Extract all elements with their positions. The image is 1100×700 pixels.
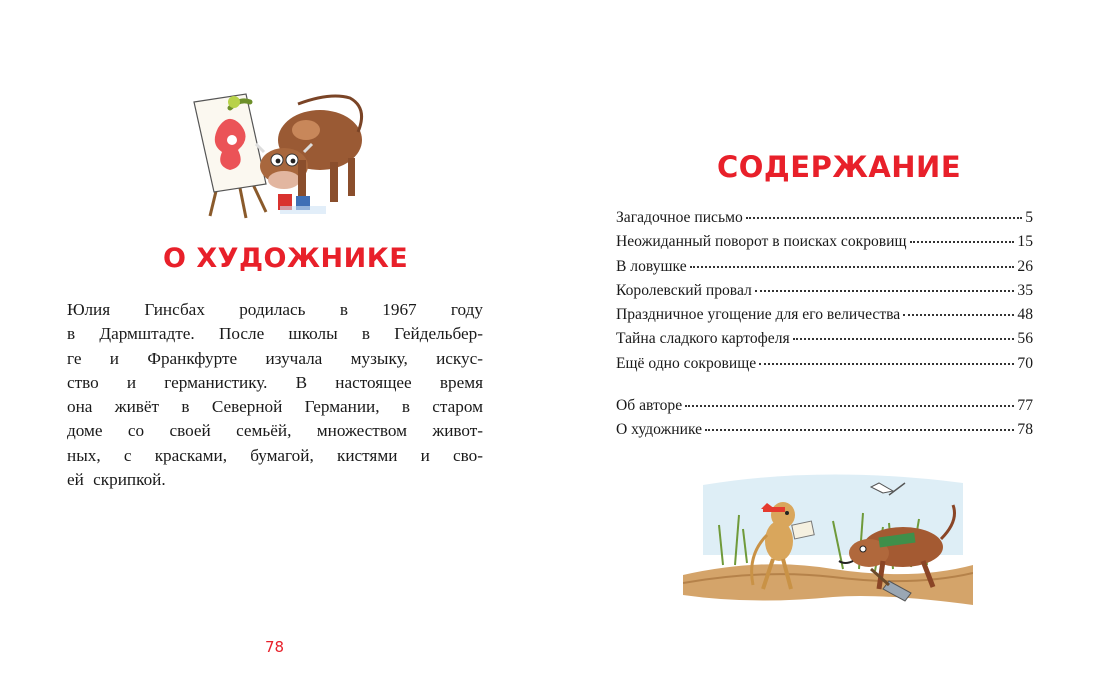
toc-entry-title: В ловушке <box>616 257 687 275</box>
toc-heading: СОДЕРЖАНИЕ <box>717 150 962 184</box>
cat-and-dog-illustration <box>683 465 973 625</box>
toc-entry[interactable] <box>616 397 1033 421</box>
toc-entry[interactable] <box>616 282 1033 306</box>
toc-entry-page: 15 <box>1017 233 1033 251</box>
dot-leader <box>746 216 1022 219</box>
right-page <box>550 0 1100 700</box>
bio-line: доме со своей семьёй, множеством живот- <box>67 421 483 441</box>
dot-leader <box>755 289 1015 292</box>
toc-entry[interactable] <box>616 233 1033 257</box>
toc-entry-title: Ещё одно сокровище <box>616 354 757 372</box>
toc-entry-page: 26 <box>1017 257 1033 275</box>
bio-line: ство и германистику. В настоящее время <box>67 372 483 392</box>
toc-entry-page: 48 <box>1017 306 1033 324</box>
toc-entry-page: 5 <box>1025 209 1033 226</box>
toc-entry-title: О художнике <box>616 421 703 439</box>
artist-bio <box>67 298 483 492</box>
toc-entry-title: Об авторе <box>616 397 683 415</box>
toc-entry[interactable] <box>616 330 1033 354</box>
toc-entry-title: Королевский провал <box>616 281 752 299</box>
toc-entry[interactable] <box>616 355 1033 379</box>
dot-leader <box>685 404 1014 407</box>
bio-line: в Дармштадте. После школы в Гейдельбер- <box>67 324 483 344</box>
bio-line: ге и Франкфурте изучала музыку, искус- <box>67 348 483 368</box>
dot-leader <box>690 265 1015 268</box>
toc-entry[interactable] <box>616 421 1033 445</box>
bio-line: ных, с красками, бумагой, кистями и сво- <box>67 445 483 465</box>
toc-entry-page: 77 <box>1017 397 1033 415</box>
toc-entry-title: Праздничное угощение для его величества <box>616 306 901 324</box>
toc-entry-page: 35 <box>1017 281 1033 299</box>
dot-leader <box>910 240 1015 243</box>
toc-entry-page: 78 <box>1017 421 1033 439</box>
dot-leader <box>903 313 1014 316</box>
toc-entry[interactable] <box>616 258 1033 282</box>
toc-entry-page: 56 <box>1017 330 1033 348</box>
toc-entry-title: Загадочное письмо <box>616 209 743 226</box>
toc-entry-title: Неожиданный поворот в поисках сокровищ <box>616 233 907 251</box>
cow-painting-illustration <box>180 88 370 220</box>
dot-leader <box>705 428 1014 431</box>
toc-entry[interactable] <box>616 209 1033 233</box>
table-of-contents <box>616 209 1033 446</box>
dot-leader <box>793 337 1015 340</box>
bio-line: Юлия Гинсбах родилась в 1967 году <box>67 300 483 319</box>
toc-entry-page: 70 <box>1017 354 1033 372</box>
bio-line: она живёт в Северной Германии, в старом <box>67 397 483 417</box>
dot-leader <box>759 362 1014 365</box>
artist-heading: О ХУДОЖНИКЕ <box>163 243 409 274</box>
toc-entry-title: Тайна сладкого картофеля <box>616 330 790 348</box>
toc-entry[interactable] <box>616 306 1033 330</box>
bio-line: ей скрипкой. <box>67 470 166 490</box>
page-number: 78 <box>265 638 285 656</box>
